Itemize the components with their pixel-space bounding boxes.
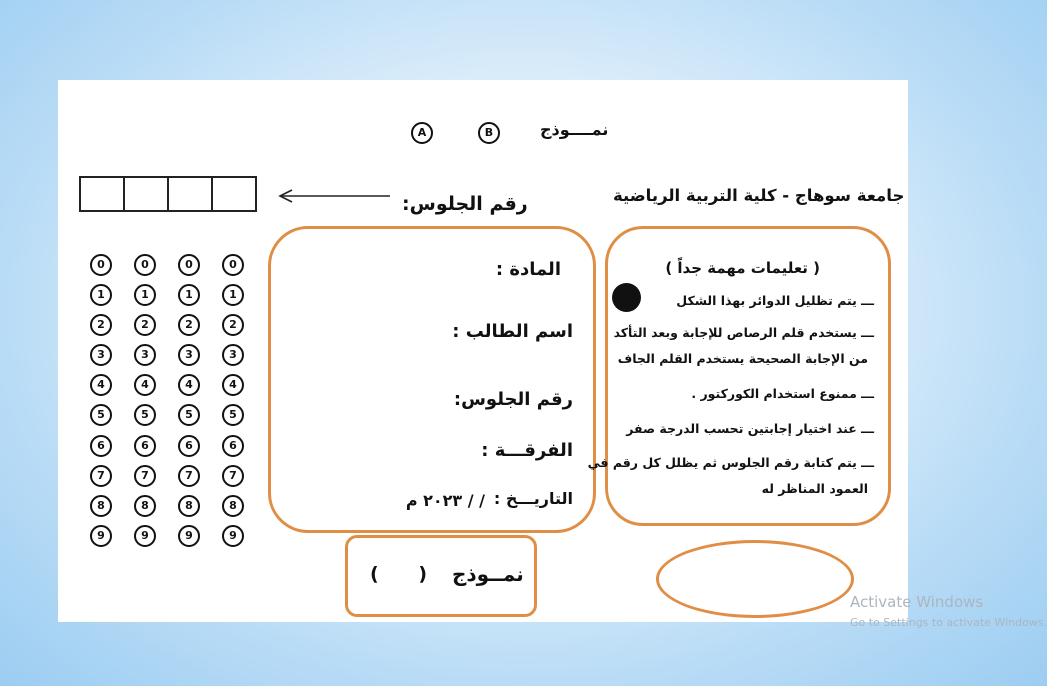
digit-bubble[interactable]: 9 [222, 525, 244, 547]
digit-bubble[interactable]: 0 [222, 254, 244, 276]
empty-oval [656, 540, 854, 618]
digit-bubble[interactable]: 0 [134, 254, 156, 276]
digit-bubble[interactable]: 3 [178, 344, 200, 366]
instruction-item: ـــ ممنوع استخدام الكوركتور . [691, 386, 874, 401]
digit-bubble[interactable]: 5 [222, 404, 244, 426]
instruction-item: ـــ يتم تظليل الدوائر بهذا الشكل [676, 293, 874, 308]
student-info-box [268, 226, 596, 533]
activate-windows-subtitle: Go to Settings to activate Windows. [850, 616, 1047, 629]
digit-bubble[interactable]: 9 [90, 525, 112, 547]
instructions-box [587, 226, 891, 526]
date-value: / / ٢٠٢٣ م [405, 491, 485, 510]
digit-bubble[interactable]: 8 [90, 495, 112, 517]
instruction-item: العمود المناظر له [761, 481, 868, 496]
digit-bubble[interactable]: 6 [178, 435, 200, 457]
seat-digit-box[interactable] [169, 178, 213, 210]
bubble-column-1 [90, 254, 112, 555]
student-name-label: اسم الطالب : [452, 321, 573, 342]
digit-bubble[interactable]: 1 [134, 284, 156, 306]
seat-digit-box[interactable] [81, 178, 125, 210]
subject-label: المادة : [495, 259, 561, 280]
model-box [345, 535, 537, 617]
digit-bubble[interactable]: 8 [134, 495, 156, 517]
digit-bubble[interactable]: 4 [178, 374, 200, 396]
seat-number-boxes[interactable] [79, 176, 257, 212]
instruction-item: ـــ عند اختيار إجابتين تحسب الدرجة صفر [626, 421, 874, 436]
instruction-item: ـــ يستخدم قلم الرصاص للإجابة وبعد التأكد [613, 325, 874, 340]
filled-bubble-example-icon [612, 283, 641, 312]
seat-digit-box[interactable] [213, 178, 255, 210]
seat-number-field-label: رقم الجلوس: [453, 389, 573, 410]
digit-bubble[interactable]: 7 [134, 465, 156, 487]
digit-bubble[interactable]: 5 [90, 404, 112, 426]
long-left-arrow-icon [276, 188, 394, 204]
bubble-column-2 [134, 254, 156, 555]
grade-label: الفرقـــة : [481, 440, 573, 461]
digit-bubble[interactable]: 3 [134, 344, 156, 366]
model-a-circle[interactable]: B [478, 122, 500, 144]
digit-bubble[interactable]: 2 [178, 314, 200, 336]
university-header: جامعة سوهاج - كلية التربية الرياضية [613, 186, 905, 205]
digit-bubble[interactable]: 4 [90, 374, 112, 396]
digit-bubble[interactable]: 0 [90, 254, 112, 276]
digit-bubble[interactable]: 6 [90, 435, 112, 457]
model-title: نمــــوذج [540, 120, 609, 139]
digit-bubble[interactable]: 2 [90, 314, 112, 336]
digit-bubble[interactable]: 4 [134, 374, 156, 396]
digit-bubble[interactable]: 2 [222, 314, 244, 336]
digit-bubble[interactable]: 4 [222, 374, 244, 396]
digit-bubble[interactable]: 8 [222, 495, 244, 517]
model-box-label: نمــوذج [452, 562, 524, 586]
digit-bubble[interactable]: 3 [90, 344, 112, 366]
digit-bubble[interactable]: 7 [222, 465, 244, 487]
instructions-title: ( تعليمات مهمة جداً ) [665, 259, 820, 277]
instruction-item: ـــ يتم كتابة رقم الجلوس ثم يظلل كل رقم في [587, 455, 874, 470]
seat-digit-box[interactable] [125, 178, 169, 210]
digit-bubble[interactable]: 9 [178, 525, 200, 547]
bubble-column-4 [222, 254, 244, 555]
digit-bubble[interactable]: 5 [134, 404, 156, 426]
digit-bubble[interactable]: 5 [178, 404, 200, 426]
digit-bubble[interactable]: 2 [134, 314, 156, 336]
digit-bubble[interactable]: 1 [222, 284, 244, 306]
date-label: التاريـــخ : [493, 489, 573, 508]
digit-bubble[interactable]: 1 [90, 284, 112, 306]
digit-bubble[interactable]: 0 [178, 254, 200, 276]
digit-bubble[interactable]: 6 [222, 435, 244, 457]
digit-bubble[interactable]: 1 [178, 284, 200, 306]
digit-bubble[interactable]: 7 [90, 465, 112, 487]
digit-bubble[interactable]: 8 [178, 495, 200, 517]
digit-bubble[interactable]: 9 [134, 525, 156, 547]
answer-sheet [58, 80, 908, 622]
seat-number-label: رقم الجلوس: [402, 193, 528, 215]
digit-bubble[interactable]: 6 [134, 435, 156, 457]
model-b-circle[interactable]: A [411, 122, 433, 144]
digit-bubble[interactable]: 7 [178, 465, 200, 487]
digit-bubble[interactable]: 3 [222, 344, 244, 366]
bubble-column-3 [178, 254, 200, 555]
model-box-paren[interactable]: ( ) [370, 563, 428, 585]
activate-windows-title: Activate Windows [850, 593, 984, 611]
instruction-item: من الإجابة الصحيحة يستخدم القلم الجاف [617, 351, 868, 366]
